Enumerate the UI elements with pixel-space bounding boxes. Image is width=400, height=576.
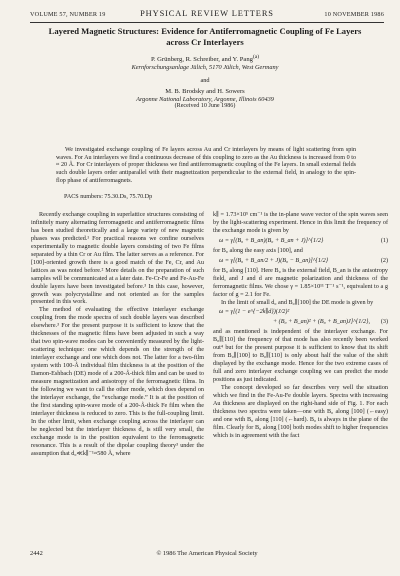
- equation-1: [213, 238, 388, 246]
- body-paragraph: for B₀ along the easy axis [100], and: [213, 247, 303, 254]
- copyright-notice: © 1986 The American Physical Society: [156, 550, 258, 557]
- left-column: [31, 212, 204, 459]
- right-column: [213, 212, 388, 441]
- article-title: Layered Magnetic Structures: Evidence for Antiferromagnetic Coupling of Fe Layers across Cr Interlayers: [48, 26, 362, 47]
- equation-3-continued: [213, 319, 388, 327]
- pacs-numbers: PACS numbers: 75.30.Ds, 75.70.Dp: [64, 194, 153, 200]
- authors-2: M. B. Brodsky and H. Sowers: [165, 87, 245, 95]
- equation-3: [213, 309, 388, 317]
- equation-1-body: ω = γ[(B₀ + B_an)(B₀ + B_an + J)]^{1/2}: [219, 237, 324, 244]
- page-footer: [30, 550, 384, 560]
- equation-3-number: (3): [380, 319, 388, 326]
- body-paragraph: The concept developed so far describes very well the situation which we find in the Fe-Au-Fe double layers. Spectra with increasing Au thickness are displayed on the right-hand side of Fig. 1. For each thickness two spectra were taken—one with B₀ along [100] (←easy) and one with B₀ along [110] (←hard). B₀ is always in the plane of the film. Clearly for B₀ along [100] both modes shift to higher frequencies which is in agreement with the fact: [213, 385, 388, 439]
- and-separator: and: [200, 76, 210, 84]
- header-rule: [30, 22, 384, 23]
- running-head: [30, 9, 384, 21]
- volume-number: VOLUME 57, NUMBER 19: [30, 11, 106, 18]
- body-paragraph: Recently exchange coupling in superlattice structures consisting of infinitely many alternating ferromagnetic and antiferromagnetic films has been studied theoretically and a large variety of new magnetic phases was predicted.¹ For practical reasons we confine ourselves experimentally to magnetic double layers consisting of two Fe films separated by a thin Cr or Au film. The latter serves as a reference. For [100]-oriented growth there is a good match of the Fe, Cr, and Au lattices as was noted before.² More details on the preparation of such samples will be communicated at a later date. Fe-Cr-Fe and Fe-Au-Fe double layers have been investigated before.³ In this case, however, growth was polycrystalline and not oriented as for the samples presented in this work.: [31, 212, 204, 306]
- equation-2-number: (2): [380, 257, 388, 264]
- equation-1-number: (1): [380, 237, 388, 244]
- equation-3-line-1: ω = γ[(1 − e^{−2k∥d})(J/2)²: [219, 309, 290, 316]
- equation-3-line-2: + (B₀ + B_an)² + (B₀ + B_an)J]^{1/2},: [273, 319, 371, 326]
- body-paragraph: k∥ = 1.73×10⁵ cm⁻¹ is the in-plane wave vector of the spin waves seen by the light-scattering experiment. Hence in this limit the frequency of the exchange mode is given by: [213, 212, 388, 234]
- authors-group-1: [40, 53, 370, 64]
- body-paragraph: The method of evaluating the effective interlayer exchange coupling from the mode spectra of such double layers was described elsewhere.³ For the present purpose it is sufficient to know that the thicknesses of the magnetic films have been adjusted in such a way that two spin-wave modes can be conveniently measured by the light-scattering technique: one which depends on the strength of the interlayer exchange and one which does not. The latter for a two-film system with 100-Å individual film thickness is at the position of the Damon-Eshbach (DE) mode of a 200-Å-thick film and can be used to measure magnetization and anisotropy of the ferromagnetic films. In the following we want to call the other mode, which does depend on the interlayer exchange, the “exchange mode.” It is at the position of the first standing spin-wave mode of a 200-Å-thick Fe film when the interlayer thickness is reduced to zero. This is the full-coupling limit. In the other limit, when exchange coupling across the interlayer can be neglected but the interlayer thickness d₀ is still very small, the exchange mode is in the position equivalent to the ferromagnetic resonance. This is a result of the dipolar coupling theory³ under the assumption that d₀≪k∥⁻¹≈580 Å, where: [31, 307, 204, 457]
- body-paragraph: and as mentioned is independent of the interlayer exchange. For B₀∥[110] the frequency of that mode has also recently been worked out⁴ but for the present purpose it is sufficient to know that its shift from B₀∥[100] to B₀∥[110] is only about half the value of the shift displayed by the exchange mode. Hence for the two extreme cases of full and zero interlayer exchange coupling we can predict the mode positions as just indicated.: [213, 329, 388, 384]
- affiliation-2: Argonne National Laboratory, Argonne, Illinois 60439: [136, 95, 274, 103]
- journal-name: PHYSICAL REVIEW LETTERS: [140, 9, 274, 18]
- body-paragraph: for B₀ along [110]. Here B₀ is the external field, B_an is the anisotropy field, and J and d are magnetic polarization and thickness of the ferromagnetic films. We chose γ = 1.85×10¹¹ T⁻¹ s⁻¹, equivalent to a g factor of g = 2.1 for Fe.: [213, 267, 388, 298]
- author-footnote-mark: (a): [252, 54, 260, 60]
- equation-2: [213, 258, 388, 266]
- issue-date: 10 NOVEMBER 1986: [324, 11, 384, 18]
- title-block: [40, 26, 370, 111]
- affiliation-1: Kernforschungsanlage Jülich, 5170 Jülich, West Germany: [131, 64, 279, 72]
- page-number: 2442: [30, 550, 43, 557]
- received-date: (Received 10 June 1986): [174, 103, 236, 110]
- abstract: We investigated exchange coupling of Fe layers across Au and Cr interlayers by means of light scattering from spin waves. For Au interlayers we find a continuous decrease of this coupling to zero as the Au thickness is increased from 0 to ≈ 20 Å. For Cr interlayers of proper thickness we find antiferromagnetic coupling of the Fe layers. In small external fields such double layers order antiparallel with their magnetization perpendicular to the external field, in analogy to the spin-flop phase of antiferromagnets.: [56, 147, 356, 184]
- body-paragraph: In the limit of small d₀ and B₀∥[100] the DE mode is given by: [221, 299, 374, 306]
- authors-1: P. Grünberg, R. Schreiber, and Y. Pang: [150, 56, 253, 64]
- equation-2-body: ω = γ[(B₀ + B_an/2 + J)(B₀ − B_an)]^{1/2}: [219, 257, 329, 264]
